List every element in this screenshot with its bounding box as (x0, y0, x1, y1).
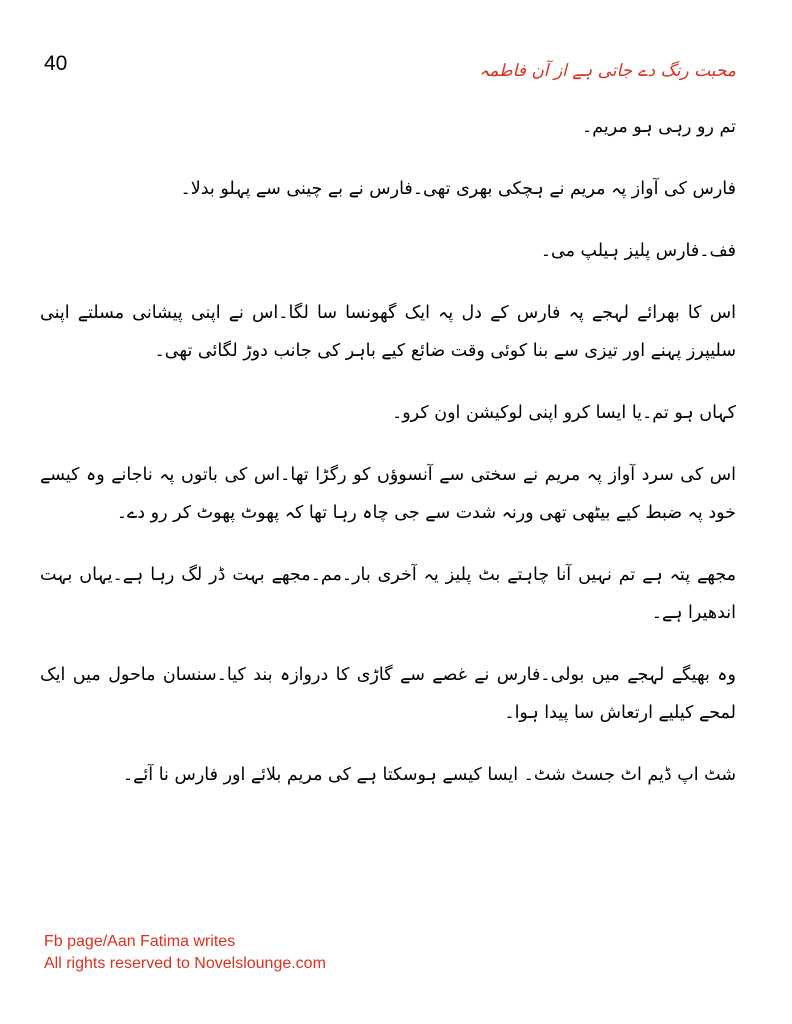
paragraph: مجھے پتہ ہے تم نہیں آنا چاہتے بٹ پلیز یہ آخری بار۔مم۔مجھے بہت ڈر لگ رہا ہے۔یہاں بہت اندھیرا ہے۔ (40, 565, 736, 623)
footer-fb-page: Fb page/Aan Fatima writes (44, 933, 236, 950)
paragraph: فارس کی آواز پہ مریم نے ہچکی بھری تھی۔فارس نے بے چینی سے پہلو بدلا۔ (180, 179, 736, 199)
footer (44, 931, 326, 975)
paragraph: اس کا بھرائے لہجے پہ فارس کے دل پہ ایک گھونسا سا لگا۔اس نے اپنی پیشانی مسلتے اپنی سلیپرز پہنے اور تیزی سے بنا کوئی وقت ضائع کیے باہر کی جانب دوڑ لگائی تھی۔ (40, 303, 736, 361)
paragraph: وہ بھیگے لہجے میں بولی۔فارس نے غصے سے گاڑی کا دروازہ بند کیا۔سنسان ماحول میں ایک لمحے کیلیے ارتعاش سا پیدا ہوا۔ (40, 665, 736, 723)
footer-copyright: All rights reserved to Novelslounge.com (44, 955, 326, 972)
header-title: محبت رنگ دے جاتی ہے از آن فاطمہ (479, 61, 736, 81)
paragraph: فف۔فارس پلیز ہیلپ می۔ (540, 241, 736, 261)
paragraph: شٹ اپ ڈیم اٹ جسٹ شٹ۔ ایسا کیسے ہوسکتا ہے کی مریم بلائے اور فارس نا آئے۔ (122, 765, 736, 785)
body-text (40, 108, 736, 818)
paragraph: اس کی سرد آواز پہ مریم نے سختی سے آنسوؤں کو رگڑا تھا۔اس کی باتوں پہ ناجانے وہ کیسے خود پہ ضبط کیے بیٹھی تھی ورنہ شدت سے جی چاہ رہا تھا کہ پھوٹ پھوٹ کر رو دے۔ (40, 465, 736, 523)
paragraph: تم رو رہی ہو مریم۔ (581, 117, 736, 137)
paragraph: کہاں ہو تم۔یا ایسا کرو اپنی لوکیشن اون کرو۔ (391, 403, 736, 423)
page-number: 40 (44, 52, 68, 75)
